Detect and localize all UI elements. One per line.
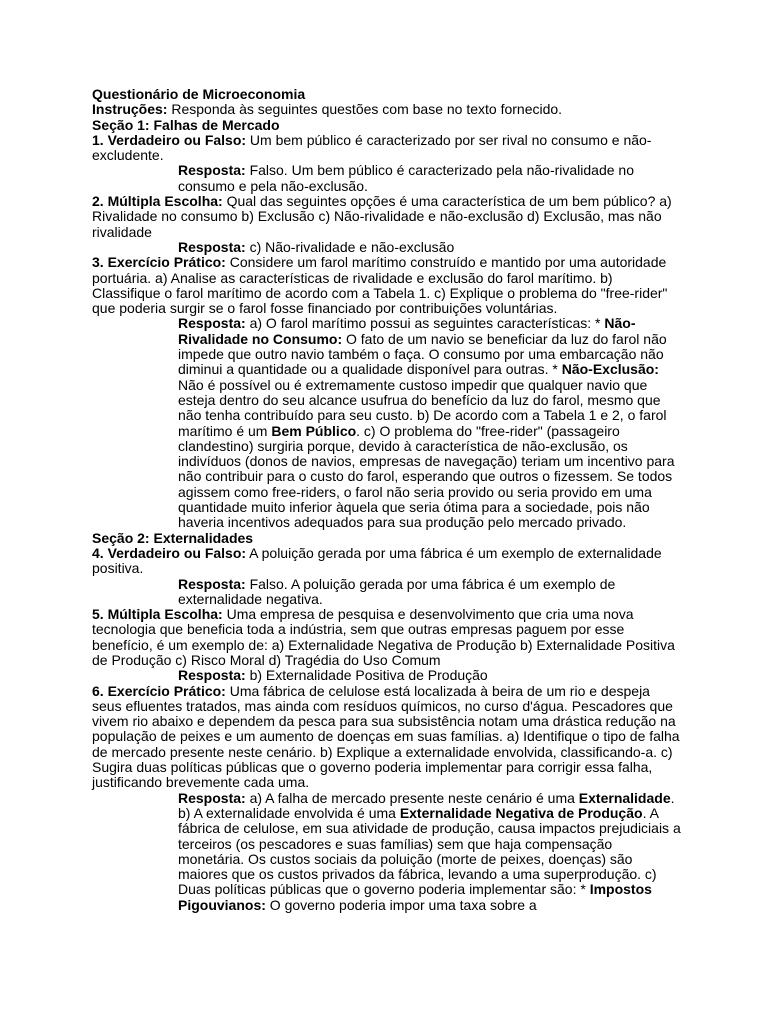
doc-title: Questionário de Microeconomia: [92, 86, 306, 102]
answer-5: Resposta: b) Externalidade Positiva de Produção: [178, 667, 488, 684]
question-2: 2. Múltipla Escolha: Qual das seguintes opções é uma característica de um bem público? a) Rivalidade no consumo b) Exclusão c) Não-rivalidade e não-exclusão d) Exclusão, mas não rivalidade: [92, 193, 672, 240]
section-1-title: Seção 1: Falhas de Mercado: [92, 116, 280, 133]
section-2-title: Seção 2: Externalidades: [92, 529, 254, 546]
question-1: 1. Verdadeiro ou Falso: Um bem público é caracterizado por ser rival no consumo e não-excludente.: [92, 131, 652, 164]
answer-2: Resposta: c) Não-rivalidade e não-exclusão: [178, 238, 455, 255]
question-4: 4. Verdadeiro ou Falso: A poluição gerada por uma fábrica é um exemplo de externalidade positiva.: [92, 544, 662, 577]
answer-4: Resposta: Falso. A poluição gerada por uma fábrica é um exemplo de externalidade negativa.: [178, 575, 616, 607]
question-3: 3. Exercício Prático: Considere um farol marítimo construído e mantido por uma autoridade portuária. a) Analise as características de rivalidade e exclusão do farol marítimo. b) Classifique o farol marítimo de acordo com a Tabela 1. c) Explique o problema do "free-rider" que poderia surgir se o farol fosse financiado por contribuições voluntárias.: [92, 254, 668, 317]
document: [92, 87, 682, 913]
answer-6: Resposta: a) A falha de mercado presente neste cenário é uma Externalidade. b) A externalidade envolvida é uma Externalidade Negativa de Produção. A fábrica de celulose, em sua atividade de produção, causa impactos prejudiciais a terceiros (os pescadores e suas famílias) sem que haja compensação monetária. Os custos sociais da poluição (morte de peixes, doenças) são maiores que os custos privados da fábrica, levando a uma superprodução. c) Duas políticas públicas que o governo poderia implementar são: * Impostos Pigouvianos: O governo poderia impor uma taxa sobre a: [178, 789, 681, 913]
instructions: Instruções: Responda às seguintes questões com base no texto fornecido.: [92, 101, 563, 118]
answer-3: Resposta: a) O farol marítimo possui as seguintes características: * Não-Rivalidade no Consumo: O fato de um navio se beneficiar da luz do farol não impede que outro navio também o faça. O consumo por uma embarcação não diminui a quantidade ou a qualidade disponível para outras. * Não-Exclusão: Não é possível ou é extremamente custoso impedir que qualquer navio que esteja dentro do seu alcance usufrua do benefício da luz do farol, mesmo que não tenha contribuído para seu custo. b) De acordo com a Tabela 1 e 2, o farol marítimo é um Bem Público. c) O problema do "free-rider" (passageiro clandestino) surgiria porque, devido à característica de não-exclusão, os indivíduos (donos de navios, empresas de navegação) teriam um incentivo para não contribuir para o custo do farol, esperando que outros o fizessem. Se todos agissem como free-riders, o farol não seria provido ou seria provido em uma quantidade muito inferior àquela que seria ótima para a sociedade, pois não haveria incentivos adequados para sua produção pelo mercado privado.: [178, 315, 675, 531]
question-5: 5. Múltipla Escolha: Uma empresa de pesquisa e desenvolvimento que cria uma nova tecnologia que beneficia toda a indústria, sem que outras empresas paguem por esse benefício, é um exemplo de: a) Externalidade Negativa de Produção b) Externalidade Positiva de Produção c) Risco Moral d) Tragédia do Uso Comum: [92, 606, 675, 668]
answer-1: Resposta: Falso. Um bem público é caracterizado pela não-rivalidade no consumo e pela não-exclusão.: [178, 162, 635, 194]
question-6: 6. Exercício Prático: Uma fábrica de celulose está localizada à beira de um rio e despeja seus efluentes tratados, mas ainda com resíduos químicos, no curso d'água. Pescadores que vivem rio abaixo e dependem da pesca para sua subsistência notam uma drástica redução na população de peixes e um aumento de doenças em suas famílias. a) Identifique o tipo de falha de mercado presente neste cenário. b) Explique a externalidade envolvida, classificando-a. c) Sugira duas políticas públicas que o governo poderia implementar para corrigir essa falha, justificando brevemente cada uma.: [92, 682, 680, 791]
